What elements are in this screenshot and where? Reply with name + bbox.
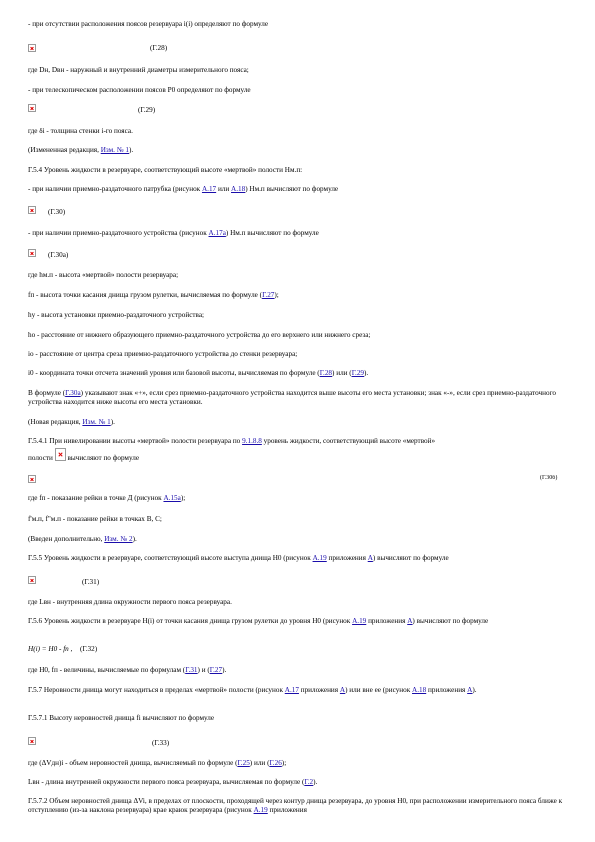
text-span: или: [216, 185, 232, 193]
amendment-link[interactable]: Изм. № 2: [104, 535, 133, 543]
text-span: уровень жидкости, соответствующий высоте «мертвой»: [261, 437, 436, 445]
formula-line: [28, 737, 573, 747]
text-line: - при телескопическом расположении поясов Р0 определяют по формуле: [28, 86, 251, 94]
formula-number: (Г.28): [150, 44, 168, 52]
text-span: где H0, fп - величины, вычисляемые по формулам (: [28, 666, 186, 674]
appendix-link[interactable]: А: [407, 617, 413, 625]
text-span: ) вычисляют по формуле: [412, 617, 489, 625]
broken-image-icon: [55, 448, 66, 461]
broken-image-icon: [28, 206, 36, 214]
text-span: В формуле (: [28, 389, 66, 397]
clause-link[interactable]: 9.1.8.8: [242, 437, 262, 445]
note-text: ).: [132, 535, 137, 543]
text-span: ) или (: [249, 759, 270, 767]
figure-link[interactable]: А.17: [284, 686, 299, 694]
text-line: где hм.п - высота «мертвой» полости резервуара;: [28, 271, 179, 279]
formula-link[interactable]: Г.29: [351, 369, 365, 377]
text-span: Г.5.5 Уровень жидкости в резервуаре, соответствующий высоте выступа днища H0 (рисунок: [28, 554, 313, 562]
formula-number: (Г.30б): [540, 475, 558, 481]
formula-link[interactable]: Г.28: [319, 369, 333, 377]
text-span: Г.5.7 Неровности днища могут находиться в пределах «мертвой» полости (рисунок: [28, 686, 285, 694]
text-span: ) или вне ее (рисунок: [345, 686, 413, 694]
text-line: [28, 448, 573, 464]
formula-number: (Г.32): [80, 645, 98, 653]
formula-line: [28, 475, 573, 485]
text-line: [28, 778, 573, 787]
section-heading: Г.5.4 Уровень жидкости в резервуаре, соответствующий высоте «мертвой» полости Hм.п:: [28, 166, 303, 174]
broken-image-icon: [28, 249, 36, 257]
section-heading: [28, 554, 573, 563]
text-span: ).: [472, 686, 477, 694]
text-span: где fп - показание рейки в точке Д (рисунок: [28, 494, 164, 502]
formula-link[interactable]: Г.26: [269, 759, 282, 767]
text-span: - при наличии приемно-раздаточного патрубка (рисунок: [28, 185, 202, 193]
text-line: hу - высота установки приемно-раздаточного устройства;: [28, 311, 205, 319]
text-line: [28, 437, 573, 446]
text-line: где Dн, Dвн - наружный и внутренний диаметры измерительного пояса;: [28, 66, 249, 74]
figure-link[interactable]: А.17: [201, 185, 217, 193]
note-text: ).: [110, 418, 115, 426]
text-span: );: [180, 494, 186, 502]
formula-line: [28, 44, 573, 54]
text-span: );: [281, 759, 287, 767]
text-span: ) вычисляют по формуле: [372, 554, 449, 562]
broken-image-icon: [28, 475, 36, 483]
figure-link[interactable]: А.19: [312, 554, 327, 562]
formula-line: [28, 206, 573, 216]
broken-image-icon: [28, 104, 36, 112]
text-span: полости: [28, 454, 55, 462]
text-line: - при отсутствии расположения поясов резервуара i(i) определяют по формуле: [28, 20, 269, 28]
text-span: - при наличии приемно-раздаточного устройства (рисунок: [28, 229, 209, 237]
appendix-link[interactable]: А: [367, 554, 373, 562]
text-line: где δi - толщина стенки i-го пояса.: [28, 127, 133, 135]
text-span: ) или (: [332, 369, 352, 377]
text-paragraph: [28, 389, 573, 407]
section-heading: [28, 686, 573, 695]
text-span: ) Hм.п вычисляют по формуле: [245, 185, 339, 193]
broken-image-icon: [28, 44, 36, 52]
amendment-link[interactable]: Изм. № 1: [82, 418, 111, 426]
text-span: где (ΔVдн)i - объем неровностей днища, вычисляемый по формуле (: [28, 759, 238, 767]
section-heading: [28, 617, 573, 626]
text-span: приложения: [298, 686, 340, 694]
formula-line: [28, 104, 573, 114]
text-span: приложения: [426, 686, 468, 694]
text-line: [28, 369, 573, 378]
text-span: ) указывают знак «+», если срез приемно-раздаточного устройства находится выше высоты его места установки; знак «-», если срез приемно-раздаточного устройства находится ниже высоты его места установки.: [28, 389, 556, 406]
figure-link[interactable]: А.19: [352, 617, 367, 625]
note-text: ).: [129, 146, 134, 154]
text-line: [28, 666, 573, 675]
text-span: Lвн - длина внутренней окружности первого пояса резервуара, вычисляемая по формуле (: [28, 778, 305, 786]
broken-image-icon: [28, 576, 36, 584]
text-span: Г.5.6 Уровень жидкости в резервуаре H(i) от точки касания днища грузом рулетки до уровня H0 (рисунок: [28, 617, 353, 625]
text-line: f'м.п, f"м.п - показание рейки в точках В, С;: [28, 515, 162, 523]
amendment-link[interactable]: Изм. № 1: [100, 146, 130, 154]
text-line: где Lвн - внутренняя длина окружности первого пояса резервуара.: [28, 598, 232, 606]
formula-line: [28, 645, 573, 654]
note-text: (Новая редакция,: [28, 418, 83, 426]
formula-link[interactable]: Г.25: [237, 759, 250, 767]
text-span: Г.5.7.2 Объем неровностей днища ΔVi, в пределах от плоскости, проходящей через контур днища резервуара, до уровня H0, при расположении измерительного пояса ближе к отступлению (из-за наклона резервуара) крае краюк резервуара (рисунок: [28, 797, 563, 814]
text-span: Г.5.4.1 При нивелировании высоты «мертвой» полости резервуара по: [28, 437, 243, 445]
figure-link[interactable]: А.18: [231, 185, 246, 193]
amendment-note: [28, 418, 573, 427]
formula-number: (Г.30а): [48, 251, 69, 259]
text-span: приложения: [267, 806, 307, 814]
text-line: [28, 291, 573, 300]
text-span: ).: [222, 666, 227, 674]
formula-link[interactable]: Г.31: [185, 666, 198, 674]
text-span: i0 - координата точки отсчета значений уровня или базовой высоты, вычисляемая по формуле (: [28, 369, 320, 377]
formula-line: [28, 249, 573, 259]
section-heading: Г.5.7.1 Высоту неровностей днища fi вычисляют по формуле: [28, 714, 215, 722]
text-span: приложения: [326, 554, 368, 562]
formula-link[interactable]: Г.27: [262, 291, 275, 299]
text-line: iо - расстояние от центра среза приемно-раздаточного устройства до стенки резервуара;: [28, 350, 298, 358]
text-span: fп - высота точки касания днища грузом рулетки, вычисляемая по формуле (: [28, 291, 263, 299]
figure-link[interactable]: А.17а: [208, 229, 226, 237]
formula-text: H(i) = H0 - fп ,: [28, 645, 73, 653]
text-span: ) и (: [197, 666, 210, 674]
formula-link[interactable]: Г.27: [209, 666, 223, 674]
text-line: [28, 759, 573, 768]
note-text: (Измененная редакция,: [28, 146, 101, 154]
formula-number: (Г.33): [152, 739, 170, 747]
text-span: ) Hм.п вычисляют по формуле: [225, 229, 319, 237]
figure-link[interactable]: А.18: [412, 686, 427, 694]
text-line: [28, 185, 573, 194]
note-text: (Введен дополнительно,: [28, 535, 105, 543]
text-span: ).: [313, 778, 318, 786]
amendment-note: [28, 146, 573, 155]
formula-link[interactable]: Г.2: [304, 778, 314, 786]
text-span: приложения: [366, 617, 408, 625]
formula-number: (Г.30): [48, 208, 66, 216]
formula-line: [28, 576, 573, 586]
appendix-link[interactable]: А: [467, 686, 473, 694]
formula-link[interactable]: Г.30а: [65, 389, 81, 397]
text-line: [28, 229, 573, 238]
text-span: вычисляют по формуле: [65, 454, 140, 462]
broken-image-icon: [28, 737, 36, 745]
appendix-link[interactable]: А: [339, 686, 346, 694]
text-line: [28, 494, 573, 503]
formula-number: (Г.29): [138, 106, 156, 114]
text-span: );: [274, 291, 279, 299]
formula-number: (Г.31): [82, 578, 100, 586]
section-heading: [28, 797, 573, 817]
amendment-note: [28, 535, 573, 544]
text-span: ).: [364, 369, 369, 377]
figure-link[interactable]: А.19: [253, 806, 268, 814]
text-line: hо - расстояние от нижнего образующего приемно-раздаточного устройства до его верхнего или нижнего среза;: [28, 331, 371, 339]
figure-link[interactable]: А.15а: [163, 494, 181, 502]
